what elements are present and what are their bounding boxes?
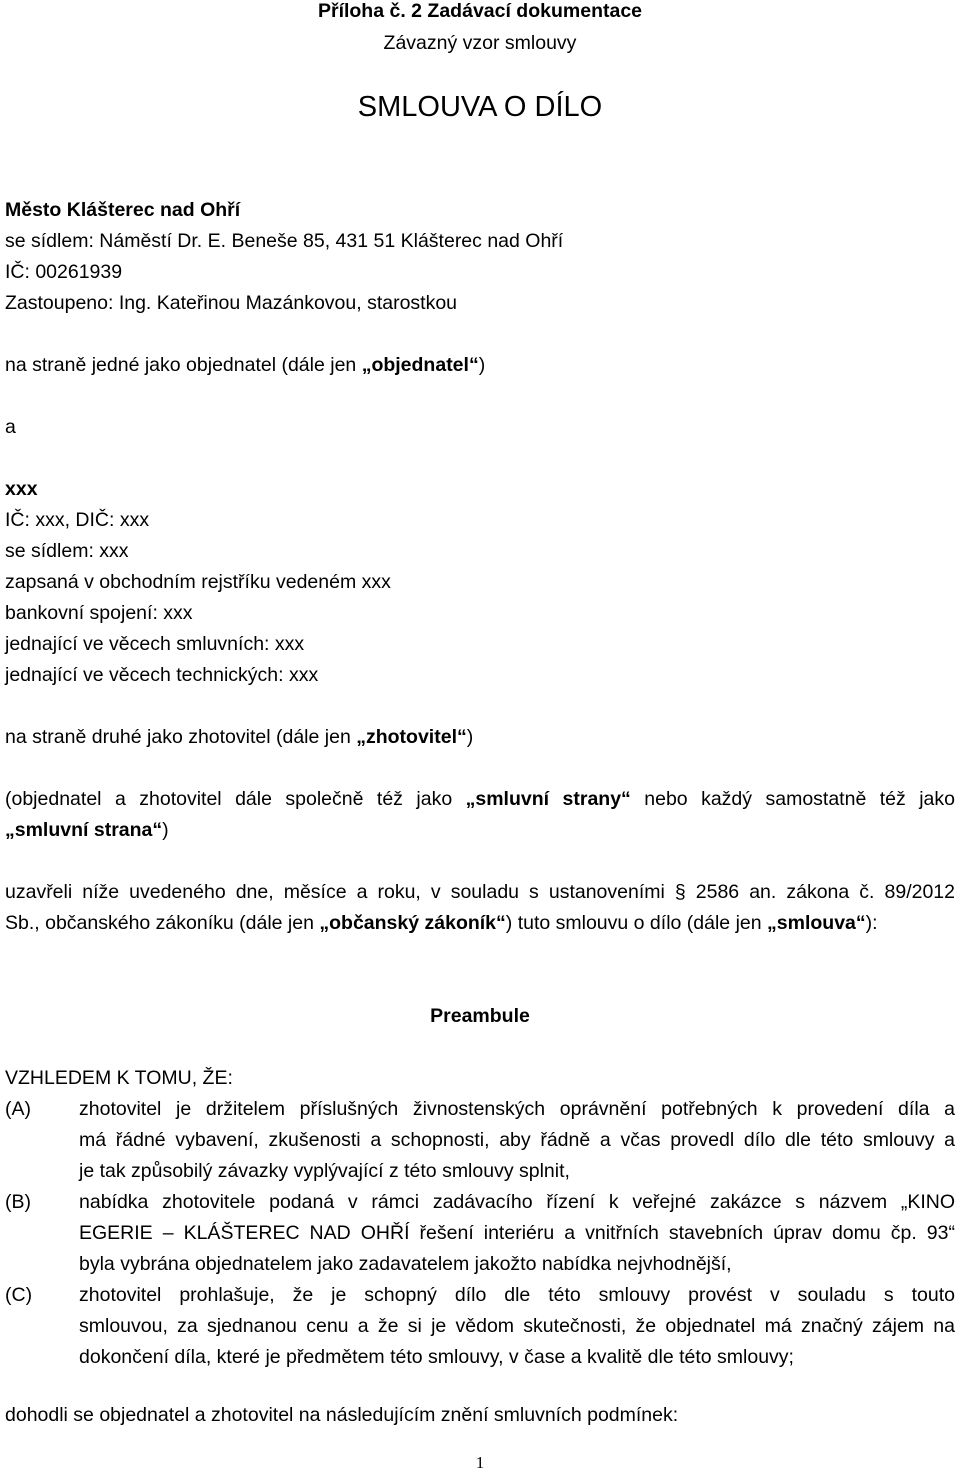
template-note: Závazný vzor smlouvy [383,32,577,54]
client-role [5,350,955,380]
agreement-line-1: uzavřeli níže uvedeného dne, měsíce a roku, v souladu s ustanoveními § 2586 an. zákona č. 89/2012 [5,881,955,903]
parties-p1: (objednatel a zhotovitel dále společně též jako [5,788,466,810]
client-role-suffix: ) [478,354,486,376]
item-line: byla vybrána objednatelem jako zadavatelem jakožto nabídka nejvhodnější, [79,1253,732,1275]
item-line: dokončení díla, které je předmětem této smlouvy, v čase a kvalitě dle této smlouvy; [79,1346,794,1368]
agreement-term-contract: „smlouva“ [767,912,866,934]
item-line: je tak způsobilý závazky vyplývající z této smlouvy splnit, [79,1160,570,1182]
client-role-term: „objednatel“ [361,354,479,376]
preamble-closing: dohodli se objednatel a zhotovitel na následujícím znění smluvních podmínek: [5,1404,679,1426]
contractor-role [5,722,955,752]
contractor-bank: bankovní spojení: xxx [5,602,193,624]
agreement-l2-a: Sb., občanského zákoníku (dále jen [5,912,320,934]
item-line: smlouvou, za sjednanou cenu a že si je vědom skutečnosti, že objednatel má značný zájem na [79,1315,955,1337]
contractor-name: xxx [5,478,38,500]
contractor-role-suffix: ) [466,726,474,748]
parties-term-2: „smluvní strana“ [5,819,163,841]
contractor-tech-rep: jednající ve věcech technických: xxx [5,664,319,686]
client-ic: IČ: 00261939 [5,261,123,283]
document-title: SMLOUVA O DÍLO [357,91,603,123]
item-line: má řádné vybavení, zkušenosti a schopnosti, aby řádně a včas provedl dílo dle této smlouvy a [79,1129,955,1151]
item-line: zhotovitel je držitelem příslušných živnostenských oprávnění potřebných k provedení díla a [79,1098,955,1120]
preamble-intro: VZHLEDEM K TOMU, ŽE: [5,1067,233,1089]
client-role-prefix: na straně jedné jako objednatel (dále jen [5,354,362,376]
contractor-contract-rep: jednající ve věcech smluvních: xxx [5,633,305,655]
contractor-role-prefix: na straně druhé jako zhotovitel (dále jen [5,726,357,748]
client-representative: Zastoupeno: Ing. Kateřinou Mazánkovou, starostkou [5,292,458,314]
item-line: zhotovitel prohlašuje, že je schopný dílo dle této smlouvy provést v souladu s touto [79,1284,955,1306]
parties-p3: ) [162,819,169,841]
contractor-registry: zapsaná v obchodním rejstříku vedeném xxx [5,571,391,593]
item-line: nabídka zhotovitele podaná v rámci zadávacího řízení k veřejné zakázce s názvem „KINO [79,1191,955,1213]
agreement-l2-b: ) tuto smlouvu o dílo (dále jen [505,912,768,934]
preamble-heading: Preambule [430,1005,530,1027]
attachment-label: Příloha č. 2 Zadávací dokumentace [317,0,643,22]
item-label: (A) [5,1098,31,1120]
contractor-seat: se sídlem: xxx [5,540,129,562]
agreement-term-civil-code: „občanský zákoník“ [319,912,506,934]
contractor-role-term: „zhotovitel“ [356,726,467,748]
agreement-l2-c: ): [865,912,878,934]
parties-term-1: „smluvní strany“ [465,788,631,810]
item-line: EGERIE – KLÁŠTEREC NAD OHŘÍ řešení interiéru a vnitřních stavebních úprav domu čp. 93“ [79,1222,955,1244]
contractor-ids: IČ: xxx, DIČ: xxx [5,509,150,531]
page-number: 1 [475,1453,485,1472]
item-label: (C) [5,1284,33,1306]
agreement-line-2 [5,908,955,938]
conjunction: a [5,416,16,438]
client-seat: se sídlem: Náměstí Dr. E. Beneše 85, 431 51 Klášterec nad Ohří [5,230,564,252]
parties-line-1 [5,784,955,814]
parties-line-2 [5,815,955,845]
item-label: (B) [5,1191,31,1213]
parties-p2: nebo každý samostatně též jako [630,788,955,810]
client-name: Město Klášterec nad Ohří [5,199,241,221]
